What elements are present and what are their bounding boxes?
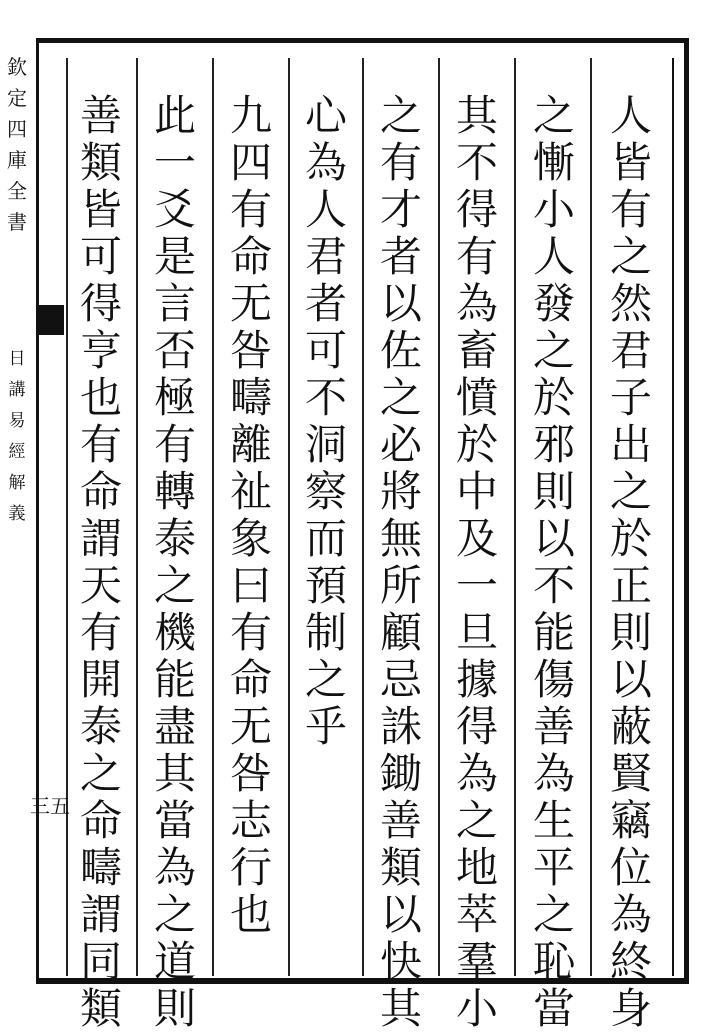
text-character: 之 [532,91,575,140]
text-character: 機 [153,608,196,657]
column-rule [438,58,440,976]
text-character: 之 [379,91,422,140]
margin-character: 解 [8,473,26,493]
text-character: 天 [79,561,122,610]
text-character: 之 [532,326,575,375]
text-character: 咎 [229,749,272,798]
text-character: 於 [609,514,652,563]
column-rule [514,58,516,976]
margin-character: 義 [8,504,26,524]
text-character: 之 [153,890,196,939]
margin-character: 經 [8,442,26,462]
text-character: 地 [455,843,498,892]
text-character: 得 [79,279,122,328]
margin-character: 書 [7,210,27,234]
text-character: 正 [609,561,652,610]
text-character: 不 [455,138,498,187]
margin-character: 四 [7,117,27,141]
text-character: 誅 [379,702,422,751]
text-character: 者 [304,279,347,328]
text-character: 其 [455,91,498,140]
text-character: 四 [229,138,272,187]
text-character: 萃 [455,890,498,939]
text-character: 命 [229,655,272,704]
text-character: 鋤 [379,749,422,798]
text-character: 則 [153,984,196,1033]
text-character: 制 [304,608,347,657]
text-character: 善 [379,796,422,845]
text-character: 類 [79,138,122,187]
text-character: 於 [455,420,498,469]
text-character: 慚 [532,138,575,187]
text-character: 有 [79,608,122,657]
text-character: 象 [229,514,272,563]
text-character: 據 [455,655,498,704]
text-character: 疇 [79,843,122,892]
text-character: 平 [532,843,575,892]
text-character: 蔽 [609,702,652,751]
text-character: 極 [153,373,196,422]
text-character: 有 [455,232,498,281]
text-column-8 [72,91,130,1033]
text-character: 旦 [455,608,498,657]
text-character: 謂 [79,514,122,563]
text-character: 之 [153,561,196,610]
text-character: 出 [609,420,652,469]
text-character: 心 [304,91,347,140]
text-column-6 [222,92,280,972]
text-character: 為 [455,749,498,798]
text-character: 之 [379,373,422,422]
text-character: 及 [455,514,498,563]
text-character: 之 [455,796,498,845]
text-character: 則 [532,467,575,516]
text-character: 有 [79,420,122,469]
text-character: 亨 [79,326,122,375]
text-character: 為 [455,279,498,328]
text-character: 之 [304,655,347,704]
margin-character: 庫 [7,148,27,172]
text-character: 一 [153,138,196,187]
text-character: 其 [379,984,422,1033]
text-character: 是 [153,232,196,281]
margin-character: 講 [8,380,26,400]
text-character: 否 [153,326,196,375]
column-rule [66,58,68,976]
text-character: 有 [609,185,652,234]
text-character: 中 [455,467,498,516]
text-character: 泰 [79,702,122,751]
text-character: 君 [609,326,652,375]
margin-character: 全 [7,179,27,203]
text-character: 無 [379,514,422,563]
text-character: 洞 [304,420,347,469]
margin-character: 日 [8,349,26,369]
text-character: 以 [379,279,422,328]
text-character: 不 [304,373,347,422]
text-character: 有 [229,608,272,657]
text-character: 之 [532,890,575,939]
text-column-2 [525,91,583,1033]
text-character: 同 [79,937,122,986]
left-border [36,38,39,984]
text-character: 必 [379,420,422,469]
text-character: 為 [532,749,575,798]
right-border [684,38,689,984]
text-character: 一 [455,561,498,610]
text-character: 身 [609,984,652,1033]
text-character: 可 [79,232,122,281]
text-character: 畜 [455,326,498,375]
text-character: 可 [304,326,347,375]
text-character: 離 [229,420,272,469]
text-character: 以 [532,514,575,563]
inner-right-rule [672,58,674,976]
text-character: 行 [229,843,272,892]
text-character: 祉 [229,467,272,516]
text-character: 之 [609,232,652,281]
text-character: 憤 [455,373,498,422]
text-character: 恥 [532,937,575,986]
column-rule [288,58,290,976]
margin-character: 欽 [7,55,27,79]
text-character: 也 [79,373,122,422]
text-character: 類 [379,843,422,892]
margin-character: 定 [7,86,27,110]
bottom-border [36,978,688,984]
text-character: 以 [609,655,652,704]
margin-page-number: 三五 [30,794,70,818]
text-character: 咎 [229,326,272,375]
text-character: 當 [153,796,196,845]
text-character: 能 [532,608,575,657]
column-rule [590,58,592,976]
text-character: 小 [532,185,575,234]
text-character: 命 [79,467,122,516]
text-character: 為 [153,843,196,892]
text-character: 賢 [609,749,652,798]
text-character: 九 [229,91,272,140]
text-character: 將 [379,467,422,516]
text-character: 盡 [153,702,196,751]
text-character: 命 [79,796,122,845]
text-character: 乎 [304,702,347,751]
text-character: 有 [153,420,196,469]
text-character: 此 [153,91,196,140]
text-column-5 [297,92,355,972]
text-character: 其 [153,749,196,798]
text-character: 邪 [532,420,575,469]
text-character: 竊 [609,796,652,845]
text-character: 志 [229,796,272,845]
text-character: 曰 [229,561,272,610]
text-character: 得 [455,185,498,234]
margin-character: 易 [8,411,26,431]
text-character: 人 [532,232,575,281]
text-character: 能 [153,655,196,704]
text-character: 預 [304,561,347,610]
margin-section-title [0,345,34,531]
text-character: 傷 [532,655,575,704]
text-character: 然 [609,279,652,328]
text-character: 善 [532,702,575,751]
text-character: 皆 [609,138,652,187]
text-character: 以 [379,890,422,939]
text-character: 人 [304,185,347,234]
text-character: 之 [79,749,122,798]
text-character: 者 [379,232,422,281]
text-column-7 [146,91,204,1033]
text-character: 也 [229,890,272,939]
text-character: 才 [379,185,422,234]
text-character: 為 [609,890,652,939]
text-column-1 [602,91,660,1033]
text-character: 道 [153,937,196,986]
text-column-4 [372,91,430,1033]
text-character: 小 [455,984,498,1033]
text-character: 忌 [379,655,422,704]
text-character: 有 [379,138,422,187]
text-character: 則 [609,608,652,657]
text-character: 轉 [153,467,196,516]
text-character: 於 [532,373,575,422]
text-character: 不 [532,561,575,610]
text-character: 生 [532,796,575,845]
text-character: 命 [229,232,272,281]
text-character: 發 [532,279,575,328]
text-character: 君 [304,232,347,281]
text-character: 无 [229,702,272,751]
text-character: 快 [379,937,422,986]
text-character: 羣 [455,937,498,986]
text-character: 得 [455,702,498,751]
text-character: 顧 [379,608,422,657]
column-rule [362,58,364,976]
text-character: 位 [609,843,652,892]
text-character: 謂 [79,890,122,939]
column-rule [212,58,214,976]
margin-book-title [0,52,34,238]
text-character: 終 [609,937,652,986]
text-character: 疇 [229,373,272,422]
text-character: 人 [609,91,652,140]
text-character: 无 [229,279,272,328]
text-character: 之 [609,467,652,516]
text-character: 類 [79,984,122,1033]
text-character: 當 [532,984,575,1033]
text-character: 泰 [153,514,196,563]
text-character: 爻 [153,185,196,234]
text-character: 為 [304,138,347,187]
top-border [36,38,688,43]
text-character: 善 [79,91,122,140]
fold-mark [38,305,64,335]
text-character: 子 [609,373,652,422]
text-character: 佐 [379,326,422,375]
text-character: 而 [304,514,347,563]
text-character: 皆 [79,185,122,234]
text-character: 言 [153,279,196,328]
text-character: 所 [379,561,422,610]
text-character: 察 [304,467,347,516]
text-character: 開 [79,655,122,704]
text-column-3 [448,91,506,1033]
text-character: 有 [229,185,272,234]
column-rule [136,58,138,976]
